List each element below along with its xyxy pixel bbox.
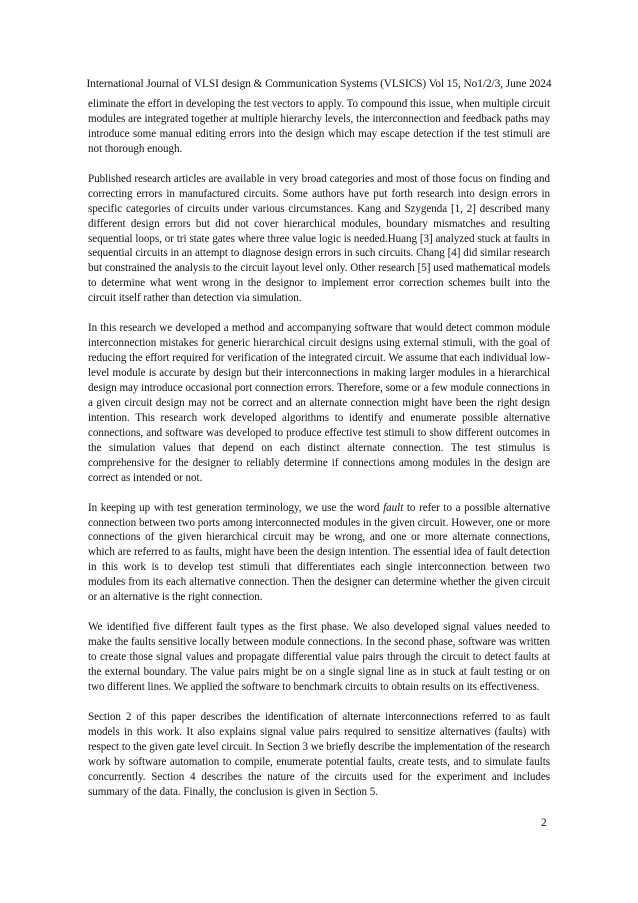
page-number: 2 [541,817,547,829]
paragraph-fault-types: We identified five different fault types as the first phase. We also developed signal values needed to make the faults sensitive locally between module connections. In the second phase, software was written to create those signal values and propagate differential value pairs through the circuit to detect faults at the external boundary. The value pairs might be on a single signal line as in stuck at fault testing or on two different lines. We applied the software to benchmark circuits to obtain results on its effectiveness. [88,621,550,693]
paragraph-fault-text-before: In keeping up with test generation terminology, we use the word [88,501,384,514]
paragraph-related-work: Published research articles are available in very broad categories and most of those focus on finding and correcting errors in manufactured circuits. Some authors have put forth research into design errors in specific categories of circuits under various circumstances. Kang and Szygenda [1, 2] described many different design errors but did not cover hierarchical modules, boundary mismatches and resulting sequential loops, or tri state gates where three value logic is needed.Huang [3] analyzed stuck at faults in sequential circuits in an attempt to diagnose design errors in such circuits. Chang [4] did similar research but constrained the analysis to the circuit layout level only. Other research [5] used mathematical models to determine what went wrong in the designor to implement error correction schemes built into the circuit itself rather than detection via simulation. [88,172,550,305]
body-text [88,97,550,814]
paragraph-paper-outline: Section 2 of this paper describes the identification of alternate interconnections referred to as fault models in this work. It also explains signal value pairs required to sensitize alternatives (faults) with respect to the given gate level circuit. In Section 3 we briefly describe the implementation of the research work by software automation to compile, enumerate potential faults, create tests, and to simulate faults concurrently. Section 4 describes the nature of the circuits used for the experiment and includes summary of the data. Finally, the conclusion is given in Section 5. [88,710,550,798]
paragraph-fault-text-after: to refer to a possible alternative connection between two ports among interconnected modules in the given circuit. However, one or more connections of the given hierarchical circuit may be wrong, and one or more alternate connections, which are referred to as faults, might have been the design intention. The essential idea of fault detection in this work is to develop test stimuli that differentiates each single interconnection between two modules from its each alternative connection. Then the designer can determine whether the given circuit or an alternative is the right connection. [88,501,550,604]
fault-term: fault [383,501,404,514]
running-header: International Journal of VLSI design & Communication Systems (VLSICS) Vol 15, No1/2/3, June 2024 [86,78,552,90]
paragraph-method-overview: In this research we developed a method and accompanying software that would detect common module interconnection mistakes for generic hierarchical circuit designs using external stimuli, with the goal of reducing the effort required for verification of the integrated circuit. We assume that each individual low-level module is accurate by design but their interconnections in making larger modules in a hierarchical design may introduce occasional port connection errors. Therefore, some or a few module connections in a given circuit design may not be correct and an alternate connection might have been the right design intention. This research work developed algorithms to identify and enumerate possible alternative connections, and software was developed to produce effective test stimuli to show different outcomes in the simulation values that depend on each distinct alternate connection. The test stimulus is comprehensive for the designer to reliably determine if connections among modules in the design are correct as intended or not. [88,322,550,484]
paragraph-continuation: eliminate the effort in developing the test vectors to apply. To compound this issue, when multiple circuit modules are integrated together at multiple hierarchy levels, the interconnection and feedback paths may introduce some manual editing errors into the design which may escape detection if the test stimuli are not thorough enough. [88,98,550,155]
paragraph-fault-definition [88,501,550,606]
